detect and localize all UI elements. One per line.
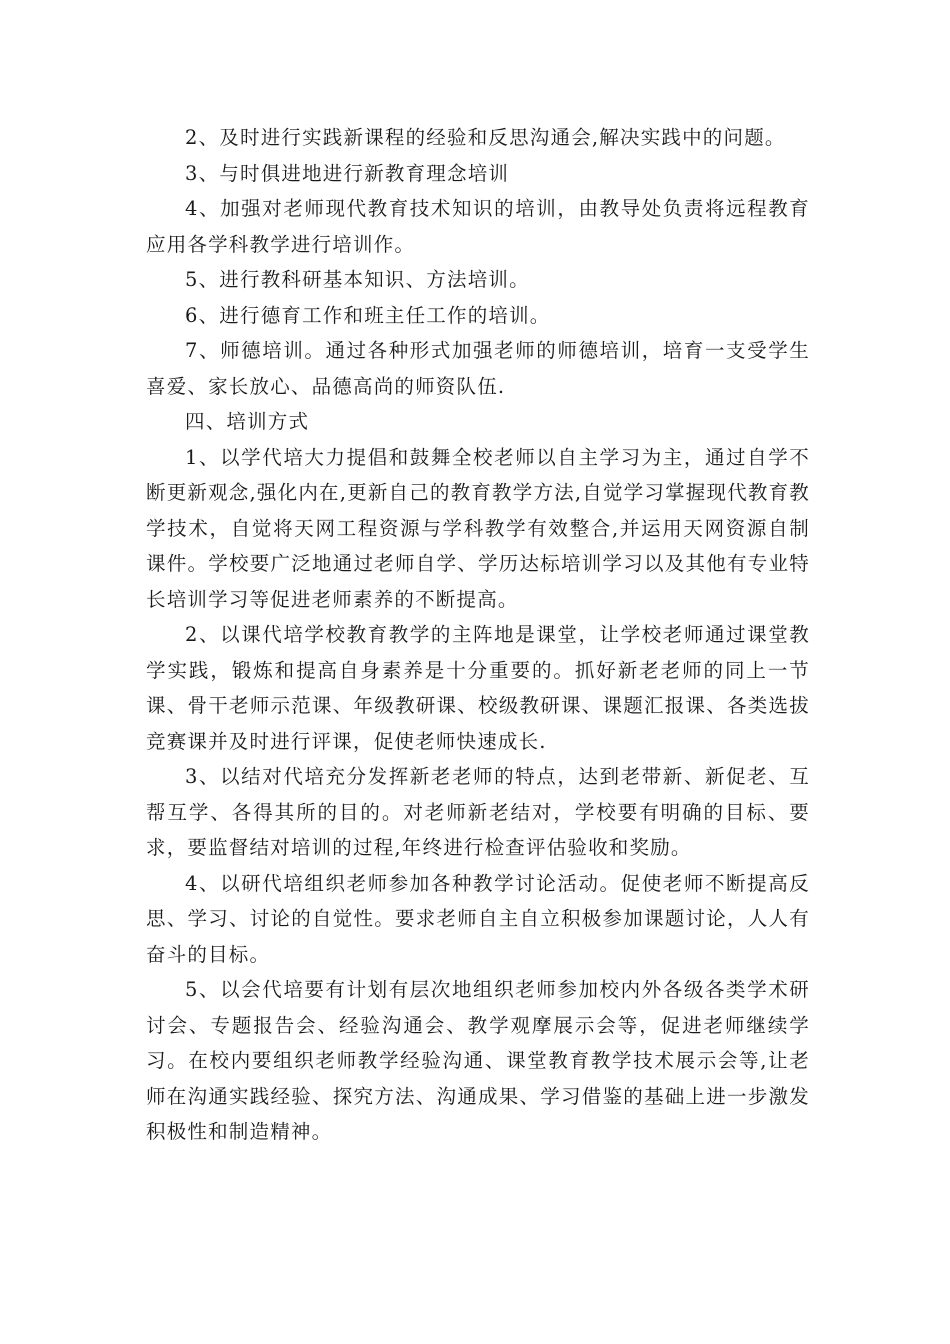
paragraph-item-2: 2、及时进行实践新课程的经验和反思沟通会,解决实践中的问题。 (185, 126, 786, 149)
method-research-training: 4、以研代培组织老师参加各种教学讨论活动。促使老师不断提高反思、学习、讨论的自觉性。要求老师自主自立积极参加课题讨论，人人有奋斗的目标。 (146, 871, 810, 966)
paragraph-item-7: 7、师德培训。通过各种形式加强老师的师德培训，培育一支受学生喜爱、家长放心、品德高尚的师资队伍. (146, 339, 810, 398)
section-heading-training-methods: 四、培训方式 (185, 410, 310, 433)
method-self-study: 1、以学代培大力提倡和鼓舞全校老师以自主学习为主，通过自学不断更新观念,强化内在,更新自己的教育教学方法,自觉学习掌握现代教育教学技术，自觉将天网工程资源与学科教学有效整合,并运用天网资源自制课件。学校要广泛地通过老师自学、学历达标培训学习以及其他有专业特长培训学习等促进老师素养的不断提高。 (146, 445, 810, 611)
paragraph-item-4: 4、加强对老师现代教育技术知识的培训，由教导处负责将远程教育应用各学科教学进行培训作。 (146, 197, 810, 256)
document-page (146, 120, 810, 1150)
method-lesson-training: 2、以课代培学校教育教学的主阵地是课堂，让学校老师通过课堂教学实践，锻炼和提高自身素养是十分重要的。抓好新老老师的同上一节课、骨干老师示范课、年级教研课、校级教研课、课题汇报课、各类选拔竞赛课并及时进行评课，促使老师快速成长. (146, 623, 810, 753)
method-pairing-training: 3、以结对代培充分发挥新老老师的特点，达到老带新、新促老、互帮互学、各得其所的目的。对老师新老结对，学校要有明确的目标、要求，要监督结对培训的过程,年终进行检查评估验收和奖励。 (146, 765, 810, 859)
paragraph-item-6: 6、进行德育工作和班主任工作的培训。 (185, 303, 551, 327)
paragraph-item-3: 3、与时俱进地进行新教育理念培训 (185, 161, 510, 185)
method-meeting-training: 5、以会代培要有计划有层次地组织老师参加校内外各级各类学术研讨会、专题报告会、经验沟通会、教学观摩展示会等，促进老师继续学习。在校内要组织老师教学经验沟通、课堂教育教学技术展示会等,让老师在沟通实践经验、探究方法、沟通成果、学习借鉴的基础上进一步激发积极性和制造精神。 (146, 978, 810, 1143)
paragraph-item-5: 5、进行教科研基本知识、方法培训。 (185, 268, 530, 291)
